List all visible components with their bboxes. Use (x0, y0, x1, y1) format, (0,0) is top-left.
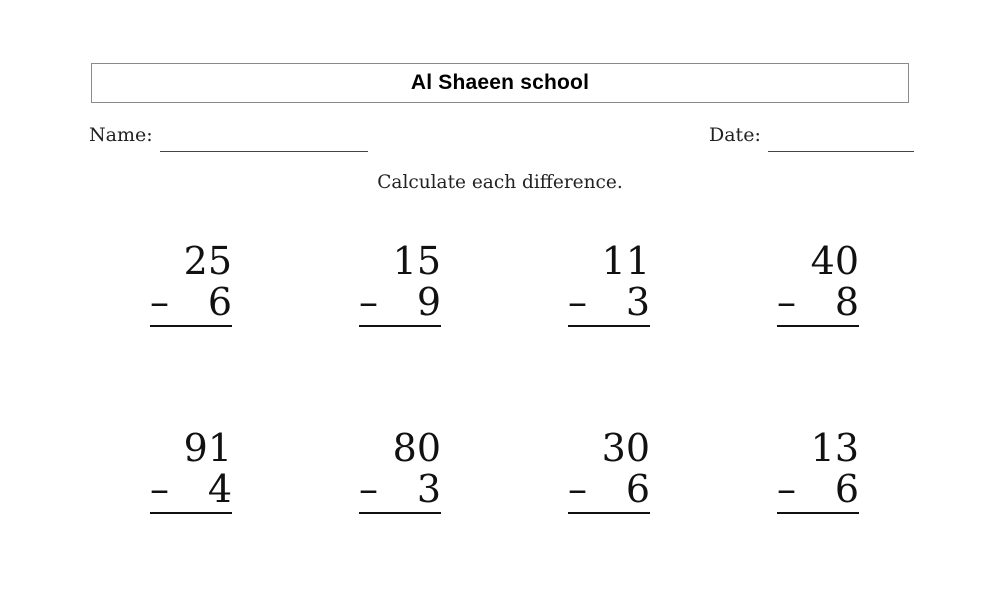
minuend: 30 (601, 426, 650, 470)
problem-1 (150, 241, 232, 337)
minuend: 40 (810, 239, 859, 283)
minus-sign: – (568, 467, 587, 511)
subtrahend: 3 (625, 280, 650, 324)
minuend: 11 (601, 239, 650, 283)
minus-sign: – (777, 280, 796, 324)
instructions: Calculate each difference. (377, 172, 623, 193)
problem-8 (777, 428, 859, 524)
answer-line[interactable] (568, 325, 650, 327)
answer-line[interactable] (359, 512, 441, 514)
minus-sign: – (150, 280, 169, 324)
subtrahend: 9 (416, 280, 441, 324)
problem-3 (568, 241, 650, 337)
date-label: Date: (709, 124, 761, 146)
subtrahend: 4 (207, 467, 232, 511)
school-name: Al Shaeen school (410, 71, 590, 94)
subtrahend: 6 (207, 280, 232, 324)
minuend: 15 (392, 239, 441, 283)
minuend: 13 (810, 426, 859, 470)
answer-line[interactable] (777, 325, 859, 327)
minus-sign: – (568, 280, 587, 324)
minuend: 25 (183, 239, 232, 283)
subtrahend: 6 (834, 467, 859, 511)
subtrahend: 6 (625, 467, 650, 511)
problem-4 (777, 241, 859, 337)
problem-7 (568, 428, 650, 524)
answer-line[interactable] (150, 512, 232, 514)
minus-sign: – (359, 467, 378, 511)
school-header-box (91, 63, 909, 103)
minus-sign: – (777, 467, 796, 511)
answer-line[interactable] (777, 512, 859, 514)
name-field-line[interactable] (160, 151, 368, 152)
problem-5 (150, 428, 232, 524)
minuend: 80 (392, 426, 441, 470)
minus-sign: – (359, 280, 378, 324)
subtrahend: 3 (416, 467, 441, 511)
answer-line[interactable] (359, 325, 441, 327)
answer-line[interactable] (568, 512, 650, 514)
date-field-line[interactable] (768, 151, 914, 152)
minuend: 91 (183, 426, 232, 470)
name-label: Name: (89, 124, 153, 146)
answer-line[interactable] (150, 325, 232, 327)
problem-6 (359, 428, 441, 524)
subtrahend: 8 (834, 280, 859, 324)
problem-2 (359, 241, 441, 337)
minus-sign: – (150, 467, 169, 511)
